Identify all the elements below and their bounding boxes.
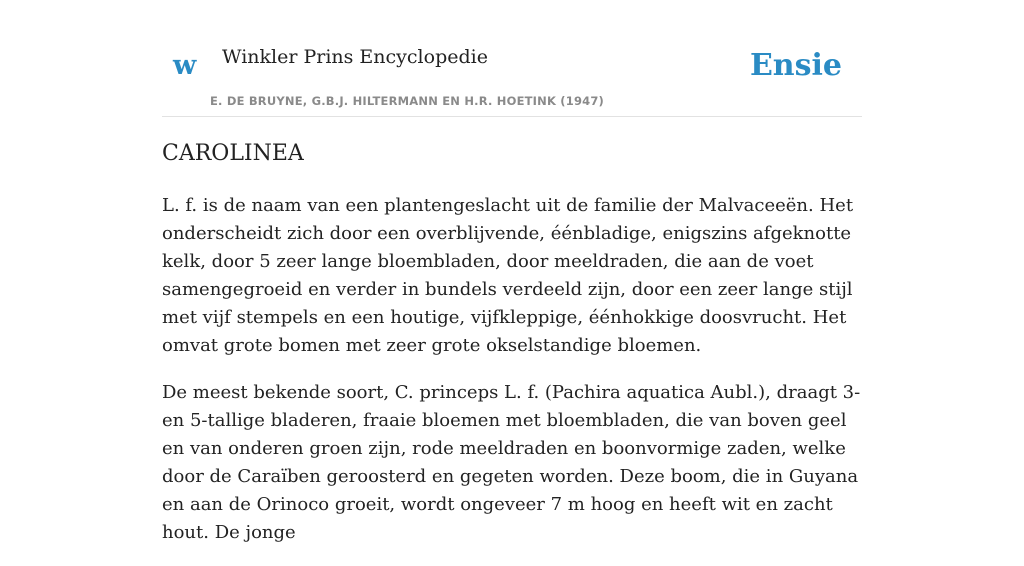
entry-paragraph: De meest bekende soort, C. princeps L. f. (Pachira aquatica Aubl.), draagt 3- en 5-tallige bladeren, fraaie bloemen met bloembladen, die van boven geel en van onderen groen zijn, rode meeldraden en boonvormige zaden, welke door de Caraïben geroosterd en gegeten worden. Deze boom, die in Guyana en aan de Orinoco groeit, wordt ongeveer 7 m hoog en heeft wit en zacht hout. De jonge: [162, 382, 861, 543]
ensie-logo[interactable]: Ensie: [749, 48, 842, 83]
page: [162, 0, 862, 543]
entry-paragraph: L. f. is de naam van een plantengeslacht uit de familie der Malvaceeën. Het onderscheidt zich door een overblijvende, éénbladige, enigszins afgeknotte kelk, door 5 zeer lange bloembladen, door meeldraden, die aan de voet samengegroeid en verder in bundels verdeeld zijn, door een zeer lange stijl met vijf stempels en een houtige, vijfkleppige, éénhokkige doosvrucht. Het omvat grote bomen met zeer grote okselstandige bloemen.: [162, 195, 854, 356]
source-authors: E. DE BRUYNE, G.B.J. HILTERMANN EN H.R. HOETINK (1947): [210, 94, 605, 108]
site-header: [162, 0, 862, 117]
entry-title: CAROLINEA: [162, 141, 304, 166]
entry-body: [162, 192, 862, 566]
winkler-prins-logo[interactable]: w: [173, 50, 197, 81]
source-title-link[interactable]: Winkler Prins Encyclopedie: [222, 46, 488, 68]
